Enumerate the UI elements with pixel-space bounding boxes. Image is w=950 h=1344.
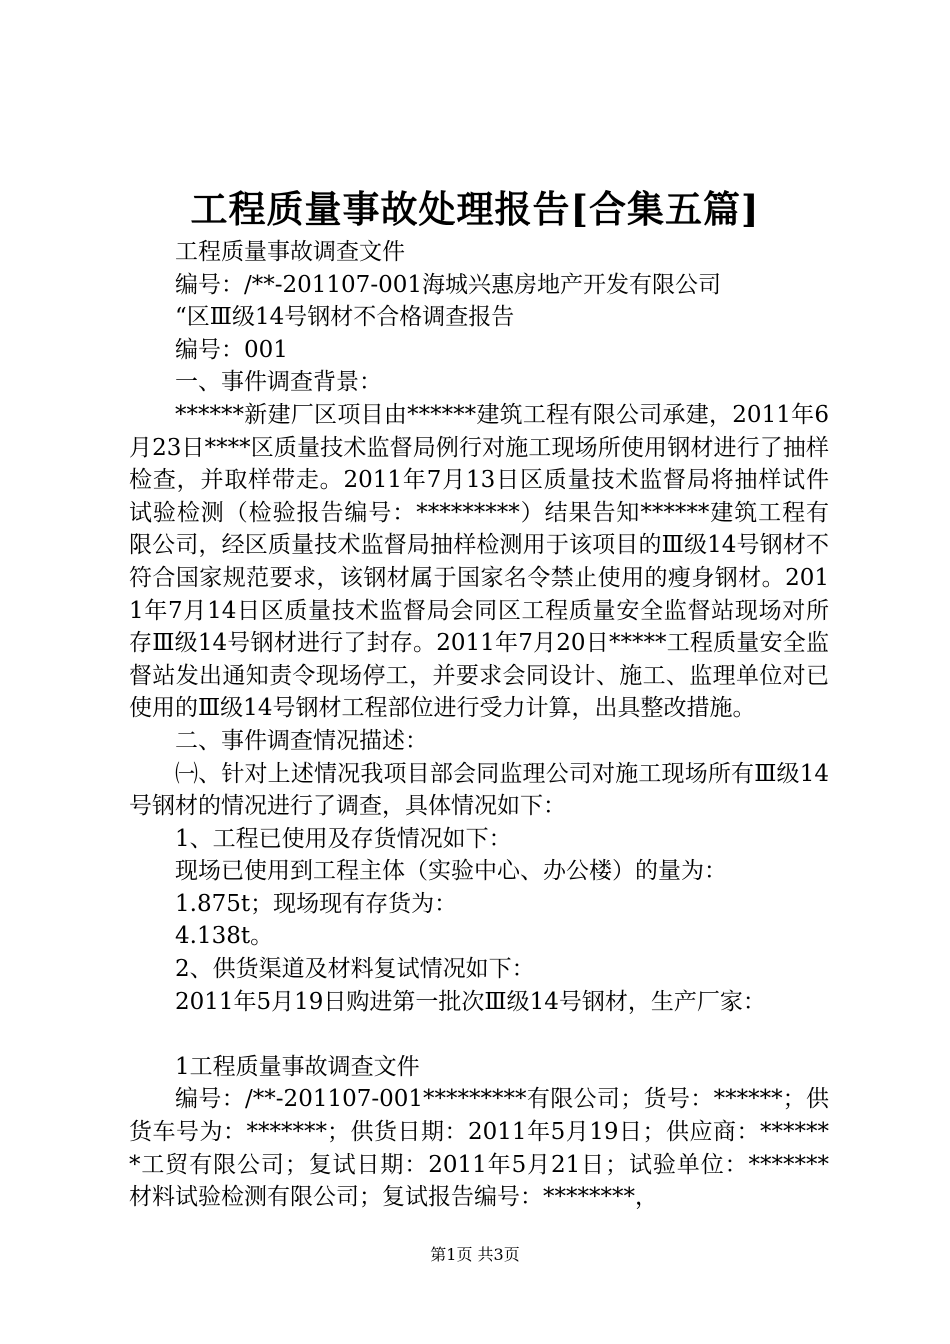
- paragraph: 工程质量事故调查文件: [175, 239, 405, 265]
- paragraph: ㈠、针对上述情况我项目部会同监理公司对施工现场所有Ⅲ级14号钢材的情况进行了调查，具体情况如下：: [129, 760, 829, 820]
- paragraph: 4.138t。: [175, 923, 274, 950]
- paragraph: ******新建厂区项目由******建筑工程有限公司承建，2011年6月23日****区质量技术监督局例行对施工现场所使用钢材进行了抽样检查，并取样带走。2011年7月13日区质量技术监督局将抽样试件试验检测（检验报告编号：*********）结果告知******建筑工程有限公司，经区质量技术监督局抽样检测用于该项目的Ⅲ级14号钢材不符合国家规范要求，该钢材属于国家名令禁止使用的瘦身钢材。2011年7月14日区质量技术监督局会同区工程质量安全监督站现场对所存Ⅲ级14号钢材进行了封存。2011年7月20日*****工程质量安全监督站发出通知责令现场停工，并要求会同设计、施工、监理单位对已使用的Ⅲ级14号钢材工程部位进行受力计算，出具整改措施。: [129, 401, 829, 722]
- paragraph-gap: [129, 1018, 829, 1051]
- document-title: 工程质量事故处理报告[合集五篇]: [190, 187, 760, 231]
- paragraph: 1工程质量事故调查文件: [175, 1053, 420, 1080]
- paragraph: 编号：/**-201107-001海城兴惠房地产开发有限公司: [175, 271, 721, 298]
- paragraph: 2011年5月19日购进第一批次Ⅲ级14号钢材，生产厂家：: [175, 988, 766, 1015]
- paragraph: 编号：001: [175, 336, 288, 363]
- section-heading: 一、事件调查背景：: [175, 369, 382, 396]
- paragraph: “区Ⅲ级14号钢材不合格调查报告: [175, 304, 515, 331]
- page-footer: 第1页 共3页: [430, 1245, 520, 1264]
- document-body: [129, 236, 829, 1214]
- paragraph: 1.875t；现场现有存货为：: [175, 890, 458, 917]
- paragraph: 编号：/**-201107-001*********有限公司；货号：******；供货车号为：*******；供货日期：2011年5月19日；供应商：*******工贸有限公司；复试日期：2011年5月21日；试验单位：*******材料试验检测有限公司；复试报告编号：********，: [129, 1086, 829, 1211]
- paragraph: 现场已使用到工程主体（实验中心、办公楼）的量为：: [175, 858, 727, 885]
- paragraph: 1、工程已使用及存货情况如下：: [175, 825, 512, 852]
- section-heading: 二、事件调查情况描述：: [175, 727, 428, 754]
- paragraph: 2、供货渠道及材料复试情况如下：: [175, 956, 535, 983]
